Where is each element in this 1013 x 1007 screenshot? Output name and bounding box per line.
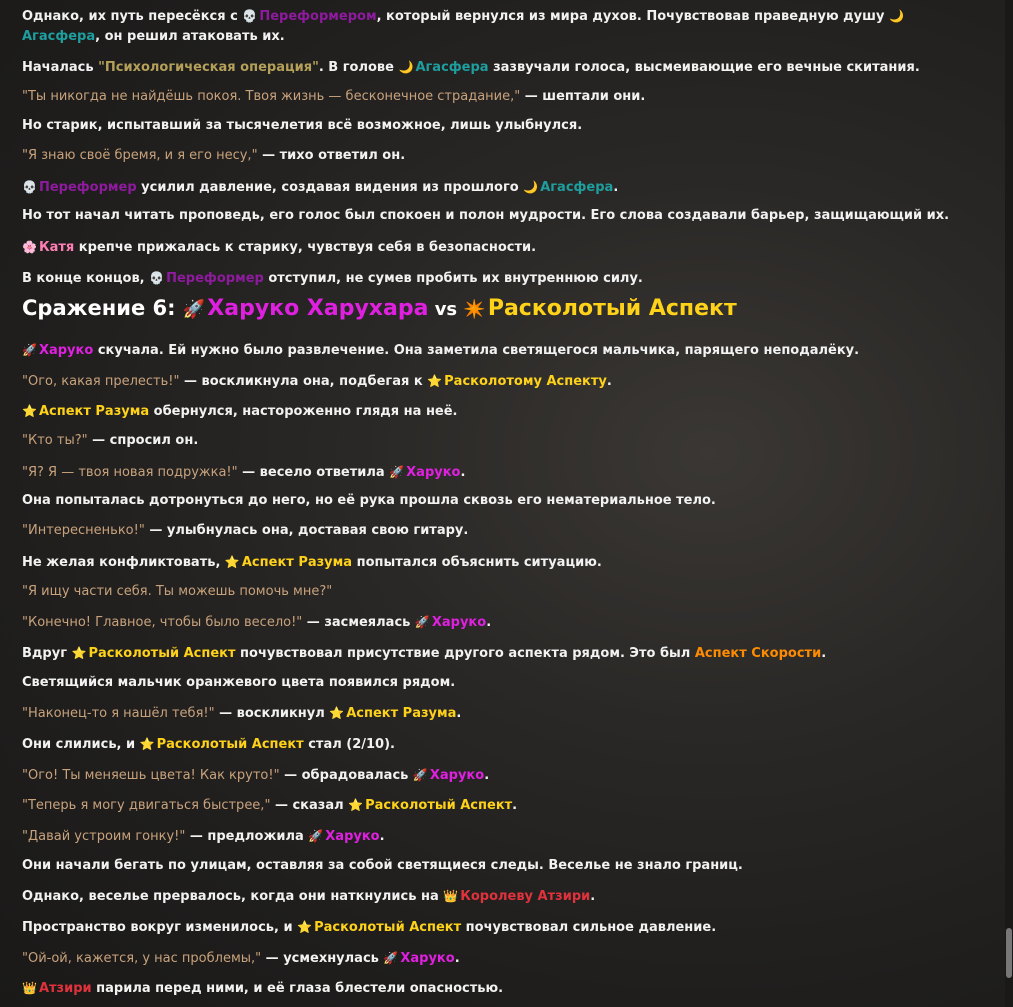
rocket-icon: 🚀 <box>389 465 405 479</box>
quote: "Я знаю своё бремя, и я его несу," <box>22 148 258 163</box>
entity-broken-aspect: Расколотый Аспект <box>156 737 304 752</box>
paragraph: Но тот начал читать проповедь, его голос был спокоен и полон мудрости. Его слова создавали барьер, защищающий их. <box>22 208 950 223</box>
paragraph: "Ой-ой, кажется, у нас проблемы," — усмехнулась 🚀 Харуко. <box>22 951 460 966</box>
skull-icon: 💀 <box>149 271 165 285</box>
entity-haruko: Харуко <box>400 951 455 966</box>
entity-haruko: Харуко <box>38 343 94 358</box>
rocket-icon: 🚀 <box>412 768 428 782</box>
entity-pereforser: Переформер <box>38 180 137 195</box>
skull-icon: 💀 <box>22 180 37 194</box>
event-psy-op: "Психологическая операция" <box>98 60 319 75</box>
vertical-scrollbar[interactable] <box>1005 0 1013 1007</box>
star-icon: ⭐ <box>427 374 443 388</box>
paragraph: "Ты никогда не найдёшь покоя. Твоя жизнь — бесконечное страдание," — шептали они. <box>22 89 646 104</box>
paragraph: "Наконец-то я нашёл тебя!" — воскликнул ⭐ Аспект Разума. <box>22 706 462 721</box>
star-icon: ⭐ <box>139 737 155 751</box>
paragraph: Они начали бегать по улицам, оставляя за собой светящиеся следы. Веселье не знало границ. <box>22 858 743 873</box>
entity-pereforser: Переформер <box>166 271 264 286</box>
quote: "Давай устроим гонку!" <box>22 829 186 844</box>
paragraph: Не желая конфликтовать, ⭐ Аспект Разума попытался объяснить ситуацию. <box>22 555 602 570</box>
paragraph: Однако, их путь пересёкся с 💀 Переформером, который вернулся из мира духов. Почувствовав праведную душу 🌙Агасфера, он решил атаковать их. <box>22 9 904 44</box>
entity-broken-aspect: Расколотый Аспект <box>365 798 513 813</box>
entity-ahasfer: Агасфера <box>415 60 489 75</box>
paragraph: Однако, веселье прервалось, когда они наткнулись на 👑 Королеву Атзири. <box>22 889 596 904</box>
paragraph: "Конечно! Главное, чтобы было весело!" — засмеялась 🚀 Харуко. <box>22 615 492 630</box>
paragraph: "Я? Я — твоя новая подружка!" — весело ответила 🚀 Харуко. <box>22 465 466 480</box>
quote: "Я ищу части себя. Ты можешь помочь мне?" <box>22 584 333 599</box>
quote: "Я? Я — твоя новая подружка!" <box>22 465 238 480</box>
star-icon: ⭐ <box>348 798 364 812</box>
paragraph: "Кто ты?" — спросил он. <box>22 433 199 448</box>
sparkle-icon: ✴️ <box>463 299 486 320</box>
paragraph: Светящийся мальчик оранжевого цвета появился рядом. <box>22 675 456 690</box>
entity-haruko: Харуко <box>325 829 380 844</box>
moon-icon: 🌙 <box>398 60 414 74</box>
rocket-icon: 🚀 <box>22 343 37 357</box>
paragraph: 🚀 Харуко скучала. Ей нужно было развлечение. Она заметила светящегося мальчика, парящего неподалёку. <box>22 343 860 358</box>
entity-pereforser: Переформером <box>259 9 377 24</box>
entity-mind-aspect: Аспект Разума <box>346 706 457 721</box>
entity-broken-aspect: Расколотый Аспект <box>88 646 236 661</box>
paragraph: "Интересненько!" — улыбнулась она, доставая свою гитару. <box>22 523 469 538</box>
entity-atziri: Атзири <box>38 981 92 996</box>
entity-broken-aspect: Расколотый Аспект <box>314 920 462 935</box>
entity-haruko: Харуко <box>431 615 487 630</box>
entity-speed-aspect: Аспект Скорости <box>694 646 822 661</box>
paragraph: 🌸 Катя крепче прижалась к старику, чувствуя себя в безопасности. <box>22 240 537 255</box>
rocket-icon: 🚀 <box>182 299 206 320</box>
paragraph: Она попыталась дотронуться до него, но её рука прошла сквозь его нематериальное тело. <box>22 493 716 508</box>
quote: "Конечно! Главное, чтобы было весело!" <box>22 615 303 630</box>
paragraph <box>22 582 332 602</box>
entity-broken-aspect: Расколотый Аспект <box>487 296 737 321</box>
paragraph: ⭐ Аспект Разума обернулся, настороженно глядя на неё. <box>22 404 458 419</box>
quote: "Ой-ой, кажется, у нас проблемы," <box>22 951 262 966</box>
scrollbar-thumb[interactable] <box>1006 928 1012 978</box>
star-icon: ⭐ <box>22 404 37 418</box>
star-icon: ⭐ <box>224 555 240 569</box>
paragraph: 👑 Атзири парила перед ними, и её глаза блестели опасностью. <box>22 981 504 996</box>
star-icon: ⭐ <box>329 706 345 720</box>
quote: "Кто ты?" <box>22 433 88 448</box>
paragraph: "Я знаю своё бремя, и я его несу," — тихо ответил он. <box>22 148 406 163</box>
entity-haruko: Харуко Харухара <box>207 296 429 321</box>
paragraph: В конце концов, 💀 Переформер отступил, не сумев пробить их внутреннюю силу. <box>22 271 643 286</box>
entity-ahasfer: Агасфера <box>22 29 96 44</box>
entity-mind-aspect: Аспект Разума <box>241 555 353 570</box>
entity-katya: Катя <box>38 240 75 255</box>
quote: "Ого, какая прелесть!" <box>22 374 180 389</box>
star-icon: ⭐ <box>71 646 87 660</box>
paragraph: Но старик, испытавший за тысячелетия всё возможное, лишь улыбнулся. <box>22 118 583 133</box>
battle-heading: Сражение 6: 🚀Харуко Харухара vs ✴️Расколотый Аспект <box>22 296 737 321</box>
entity-broken-aspect: Расколотому Аспекту <box>444 374 607 389</box>
paragraph: 💀 Переформер усилил давление, создавая видения из прошлого 🌙 Агасфера. <box>22 180 619 195</box>
rocket-icon: 🚀 <box>308 829 324 843</box>
quote: "Ты никогда не найдёшь покоя. Твоя жизнь — бесконечное страдание," <box>22 89 521 104</box>
rocket-icon: 🚀 <box>383 951 399 965</box>
quote: "Наконец-то я нашёл тебя!" <box>22 706 215 721</box>
entity-haruko: Харуко <box>429 768 485 783</box>
paragraph: Началась "Психологическая операция". В голове 🌙 Агасфера зазвучали голоса, высмеивающие его вечные скитания. <box>22 60 920 75</box>
paragraph: Вдруг ⭐ Расколотый Аспект почувствовал присутствие другого аспекта рядом. Это был Аспект Скорости. <box>22 646 827 661</box>
rocket-icon: 🚀 <box>414 615 430 629</box>
entity-atziri: Королеву Атзири <box>460 889 591 904</box>
paragraph: Они слились, и ⭐ Расколотый Аспект стал (2/10). <box>22 737 395 752</box>
skull-icon: 💀 <box>242 9 258 23</box>
paragraph: "Теперь я могу двигаться быстрее," — сказал ⭐ Расколотый Аспект. <box>22 798 518 813</box>
crown-icon: 👑 <box>443 889 459 903</box>
flower-icon: 🌸 <box>22 240 37 254</box>
star-icon: ⭐ <box>297 920 313 934</box>
moon-icon: 🌙 <box>523 180 539 194</box>
paragraph: "Давай устроим гонку!" — предложила 🚀 Харуко. <box>22 829 385 844</box>
quote: "Интересненько!" <box>22 523 145 538</box>
entity-haruko: Харуко <box>406 465 461 480</box>
quote: "Ого! Ты меняешь цвета! Как круто!" <box>22 768 280 783</box>
entity-mind-aspect: Аспект Разума <box>38 404 150 419</box>
paragraph: "Ого! Ты меняешь цвета! Как круто!" — обрадовалась 🚀 Харуко. <box>22 768 490 783</box>
paragraph: "Ого, какая прелесть!" — воскликнула она, подбегая к ⭐ Расколотому Аспекту. <box>22 374 612 389</box>
quote: "Теперь я могу двигаться быстрее," <box>22 798 271 813</box>
paragraph: Пространство вокруг изменилось, и ⭐ Расколотый Аспект почувствовал сильное давление. <box>22 920 717 935</box>
crown-icon: 👑 <box>22 981 37 995</box>
moon-icon: 🌙 <box>888 9 904 23</box>
entity-ahasfer: Агасфера <box>540 180 614 195</box>
